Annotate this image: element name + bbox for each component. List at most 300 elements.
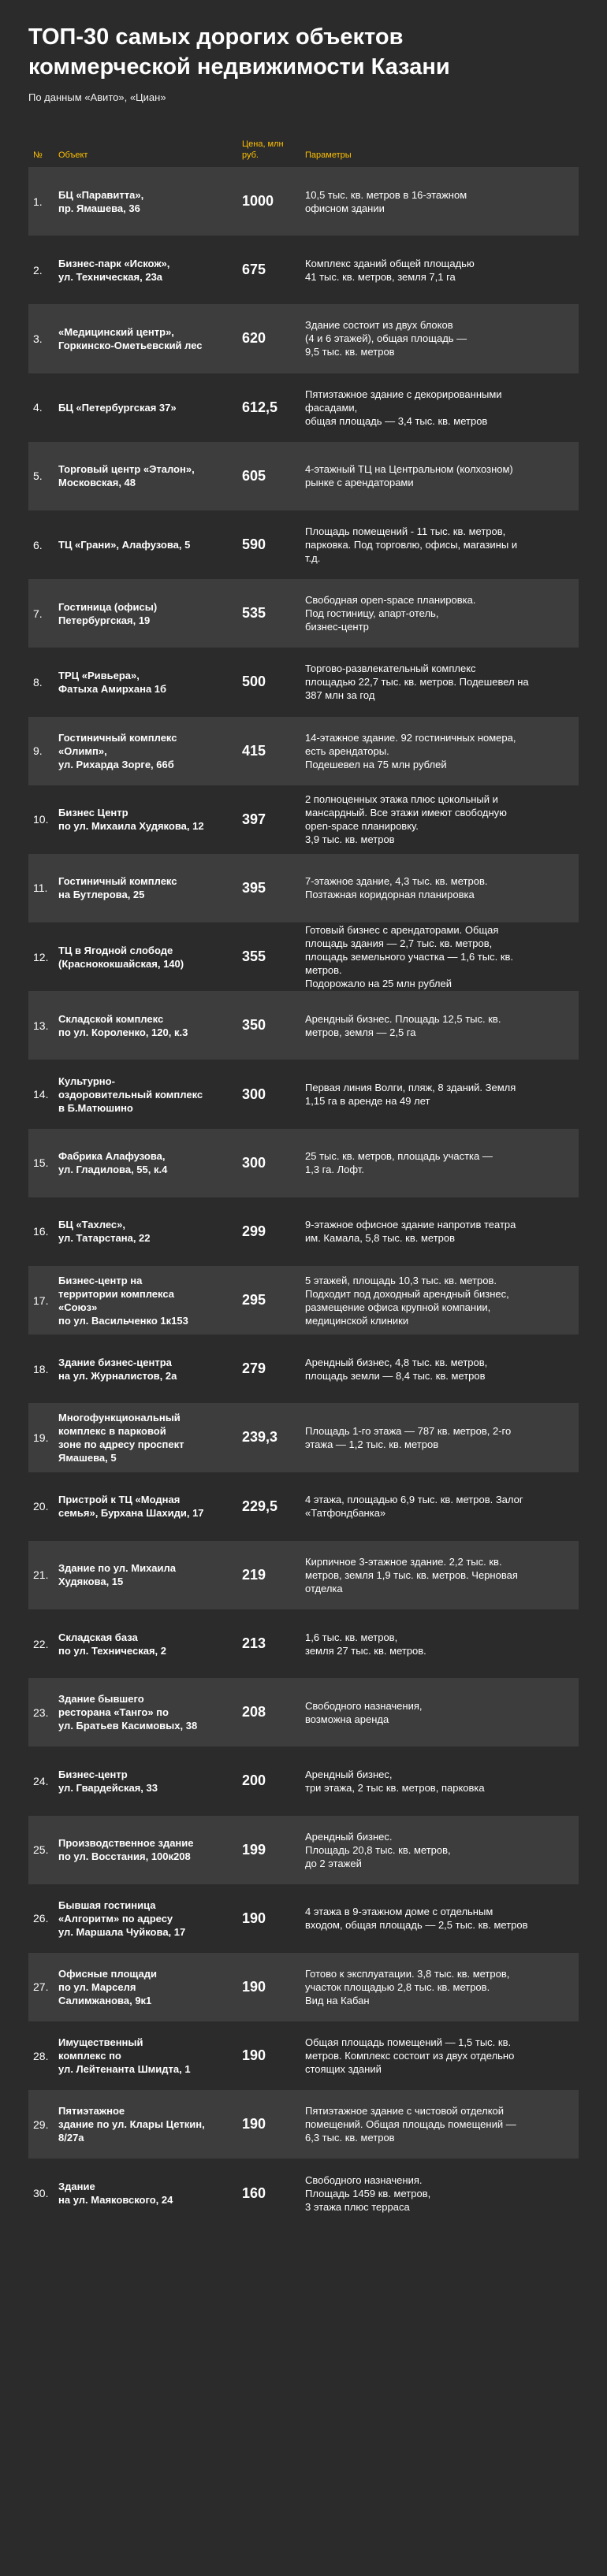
params-line: Площадь 1459 кв. метров, (305, 2187, 431, 2199)
table-row (28, 2158, 579, 2227)
object-name-line: на Бутлерова, 25 (58, 889, 145, 901)
row-price: 500 (242, 674, 266, 690)
row-object-name (58, 1836, 242, 1863)
row-price: 219 (242, 1566, 266, 1583)
object-name-line: Здание бывшего (58, 1693, 144, 1706)
row-price: 229,5 (242, 1498, 278, 1514)
row-params (305, 792, 579, 846)
row-object-name (58, 1356, 242, 1383)
row-object-name (58, 1218, 242, 1245)
row-params (305, 318, 579, 358)
row-object-name (58, 401, 242, 414)
table-row (28, 854, 579, 922)
row-number: 25. (33, 1843, 49, 1857)
object-name-line: Торговый центр «Эталон», (58, 463, 195, 476)
row-number: 28. (33, 2049, 49, 2062)
object-name-line: ТЦ в Ягодной слободе (58, 944, 173, 956)
params-line: Свободного назначения, (305, 1699, 423, 1712)
col-header-num: № (33, 150, 43, 160)
row-number: 9. (33, 744, 43, 758)
params-line: Свободная open-space планировка. (305, 594, 476, 607)
table-row (28, 785, 579, 854)
row-number: 12. (33, 950, 49, 963)
object-name-line: Складская база (58, 1631, 138, 1643)
table-row (28, 1334, 579, 1403)
row-params (305, 257, 579, 284)
row-object-name (58, 1075, 242, 1115)
table-header (28, 139, 579, 167)
row-number: 5. (33, 470, 43, 483)
params-line: Площадь 20,8 тыс. кв. метров, (305, 1843, 451, 1856)
params-line: 3 этажа плюс терраса (305, 2200, 410, 2213)
row-params (305, 1631, 579, 1657)
object-name-line: Петербургская, 19 (58, 614, 151, 626)
object-name-line: «Олимп», (58, 744, 107, 757)
object-name-line: «Алгоритм» по адресу (58, 1912, 173, 1925)
object-name-line: Гостиничный комплекс (58, 731, 177, 744)
row-object-name (58, 1493, 242, 1520)
row-params (305, 1424, 579, 1451)
object-name-line: Здание бизнес-центра (58, 1356, 172, 1368)
params-line: 1,15 га в аренде на 49 лет (305, 1095, 430, 1108)
params-line: мансардный. Все этажи имеют свободную (305, 807, 507, 819)
table-row (28, 579, 579, 648)
row-params (305, 662, 579, 702)
table-row (28, 991, 579, 1060)
source-note: По данным «Авито», «Циан» (28, 91, 166, 103)
object-name-line: БЦ «Тахлес», (58, 1219, 125, 1231)
params-line: Арендный бизнес. Площадь 12,5 тыс. кв. (305, 1012, 501, 1025)
table-row (28, 1197, 579, 1266)
object-name-line: ул. Братьев Касимовых, 38 (58, 1720, 198, 1732)
params-line: Под гостиницу, апарт-отель, (305, 607, 439, 620)
object-name-line: Культурно- (58, 1075, 115, 1087)
object-name-line: Фабрика Алафузова, (58, 1150, 166, 1163)
params-line: земля 27 тыс. кв. метров. (305, 1644, 426, 1657)
row-price: 160 (242, 2184, 266, 2201)
object-name-line: по ул. Михаила Худякова, 12 (58, 820, 204, 833)
params-line: возможна аренда (305, 1713, 389, 1725)
property-table (28, 167, 579, 2228)
row-number: 4. (33, 401, 43, 414)
row-params (305, 525, 579, 565)
row-number: 14. (33, 1088, 49, 1101)
object-name-line: Имущественный (58, 2036, 143, 2049)
params-line: Арендный бизнес. (305, 1830, 393, 1843)
row-price: 350 (242, 1017, 266, 1034)
row-number: 16. (33, 1225, 49, 1238)
params-line: 9-этажное офисное здание напротив театра (305, 1219, 516, 1231)
params-line: 2 полноценных этажа плюс цокольный и (305, 793, 498, 806)
row-number: 30. (33, 2187, 49, 2200)
object-name-line: БЦ «Петербургская 37» (58, 401, 177, 414)
params-line: 41 тыс. кв. метров, земля 7,1 га (305, 270, 456, 283)
row-object-name (58, 806, 242, 833)
row-number: 27. (33, 1980, 49, 1994)
object-name-line: Худякова, 15 (58, 1576, 124, 1588)
col-header-params: Параметры (305, 150, 352, 160)
row-object-name (58, 325, 242, 352)
row-object-name (58, 2180, 242, 2207)
row-params (305, 1967, 579, 2007)
params-line: Здание состоит из двух блоков (305, 319, 453, 332)
row-price: 300 (242, 1154, 266, 1171)
params-line: площадь земли — 8,4 тыс. кв. метров (305, 1369, 486, 1382)
object-name-line: Ямашева, 5 (58, 1451, 117, 1464)
row-params (305, 1274, 579, 1327)
row-object-name (58, 944, 242, 971)
table-row (28, 236, 579, 304)
object-name-line: по ул. Восстания, 100к208 (58, 1850, 191, 1863)
table-row (28, 167, 579, 236)
params-line: фасадами, (305, 401, 358, 414)
object-name-line: Бизнес-центр (58, 1768, 128, 1780)
row-params (305, 1699, 579, 1726)
row-object-name (58, 1012, 242, 1039)
table-row (28, 2090, 579, 2158)
row-object-name (58, 188, 242, 215)
object-name-line: ул. Гладилова, 55, к.4 (58, 1164, 168, 1176)
page-title: ТОП-30 самых дорогих объектов коммерческой недвижимости Казани (28, 24, 450, 80)
object-name-line: Здание (58, 2181, 95, 2193)
object-name-line: Бизнес Центр (58, 807, 128, 819)
object-name-line: БЦ «Паравитта», (58, 188, 144, 201)
row-object-name (58, 1768, 242, 1795)
row-price: 620 (242, 330, 266, 347)
table-row (28, 442, 579, 510)
row-price: 415 (242, 742, 266, 759)
params-line: есть арендаторы. (305, 744, 389, 757)
row-params (305, 2173, 579, 2214)
object-name-line: Пятиэтажное (58, 2105, 125, 2118)
row-number: 24. (33, 1774, 49, 1787)
params-line: open-space планировку. (305, 820, 419, 833)
row-number: 8. (33, 675, 43, 689)
row-params (305, 1012, 579, 1039)
table-row (28, 1266, 579, 1334)
object-name-line: Салимжанова, 9к1 (58, 1994, 152, 2006)
object-name-line: Бизнес-центр на (58, 1274, 143, 1286)
row-params (305, 1149, 579, 1176)
row-object-name (58, 1899, 242, 1939)
params-line: Первая линия Волги, пляж, 8 зданий. Земля (305, 1082, 516, 1094)
table-row (28, 510, 579, 579)
params-line: 4 этажа в 9-этажном доме с отдельным (305, 1906, 493, 1918)
table-row (28, 373, 579, 442)
row-params (305, 1493, 579, 1520)
row-object-name (58, 1631, 242, 1657)
object-name-line: оздоровительный комплекс (58, 1088, 203, 1101)
params-line: им. Камала, 5,8 тыс. кв. метров (305, 1232, 456, 1245)
object-name-line: по ул. Васильченко 1к153 (58, 1314, 188, 1327)
row-params (305, 923, 579, 990)
row-number: 18. (33, 1362, 49, 1375)
object-name-line: ТЦ «Грани», Алафузова, 5 (58, 539, 191, 551)
row-params (305, 1555, 579, 1595)
row-price: 213 (242, 1635, 266, 1652)
object-name-line: Офисные площади (58, 1967, 157, 1980)
row-price: 300 (242, 1086, 266, 1102)
row-params (305, 462, 579, 489)
object-name-line: ул. Рихарда Зорге, 66б (58, 758, 174, 770)
object-name-line: ул. Техническая, 23а (58, 270, 163, 283)
object-name-line: ТРЦ «Ривьера», (58, 669, 140, 681)
row-number: 1. (33, 195, 43, 208)
object-name-line: по ул. Марселя (58, 1980, 136, 1993)
row-params (305, 1905, 579, 1932)
row-price: 355 (242, 948, 266, 965)
table-row (28, 922, 579, 991)
object-name-line: Бывшая гостиница (58, 1899, 156, 1911)
params-line: до 2 этажей (305, 1857, 362, 1869)
params-line: 25 тыс. кв. метров, площадь участка — (305, 1150, 493, 1163)
object-name-line: зоне по адресу проспект (58, 1438, 184, 1450)
row-price: 199 (242, 1841, 266, 1858)
params-line: метров. Комплекс состоит из двух отдельно (305, 2050, 515, 2062)
table-row (28, 1816, 579, 1884)
params-line: площадь земельного участка — 1,6 тыс. кв. (305, 951, 514, 963)
params-line: размещение офиса крупной компании, (305, 1301, 491, 1313)
params-line: 3,9 тыс. кв. метров (305, 833, 395, 846)
row-number: 15. (33, 1156, 49, 1170)
params-line: три этажа, 2 тыс кв. метров, парковка (305, 1781, 485, 1794)
params-line: Общая площадь помещений — 1,5 тыс. кв. (305, 2036, 512, 2049)
row-number: 29. (33, 2118, 49, 2131)
object-name-line: Фатыха Амирхана 1б (58, 682, 167, 695)
row-object-name (58, 1411, 242, 1464)
object-name-line: 8/27а (58, 2132, 84, 2144)
table-row (28, 1472, 579, 1541)
object-name-line: пр. Ямашева, 36 (58, 202, 140, 214)
row-price: 279 (242, 1360, 266, 1377)
object-name-line: в Б.Матюшино (58, 1101, 133, 1114)
object-name-line: ул. Маршала Чуйкова, 17 (58, 1925, 186, 1938)
object-name-line: комплекс по (58, 2050, 121, 2062)
row-price: 295 (242, 1292, 266, 1308)
object-name-line: территории комплекса (58, 1287, 174, 1300)
table-row (28, 1884, 579, 1953)
params-line: Подорожало на 25 млн рублей (305, 978, 452, 990)
object-name-line: Здание по ул. Михаила (58, 1562, 177, 1575)
params-line: Готовый бизнес с арендаторами. Общая (305, 924, 499, 937)
params-line: 4-этажный ТЦ на Центральном (колхозном) (305, 463, 513, 476)
object-name-line: ул. Гвардейская, 33 (58, 1781, 158, 1794)
params-line: Пятиэтажное здание с декорированными (305, 388, 502, 400)
row-params (305, 2036, 579, 2076)
params-line: стоящих зданий (305, 2063, 382, 2076)
params-line: т.д. (305, 552, 321, 565)
object-name-line: по ул. Короленко, 120, к.3 (58, 1026, 188, 1038)
row-params (305, 188, 579, 215)
object-name-line: здание по ул. Клары Цеткин, (58, 2118, 205, 2131)
row-number: 11. (33, 882, 48, 895)
row-number: 10. (33, 813, 49, 826)
row-number: 3. (33, 332, 43, 345)
params-line: Арендный бизнес, (305, 1768, 393, 1780)
object-name-line: (Краснококшайская, 140) (58, 957, 184, 970)
object-name-line: «Медицинский центр», (58, 325, 174, 338)
params-line: 7-этажное здание, 4,3 тыс. кв. метров. (305, 875, 488, 888)
row-object-name (58, 2036, 242, 2076)
params-line: Свободного назначения. (305, 2173, 423, 2186)
object-name-line: Складской комплекс (58, 1012, 164, 1025)
params-line: входом, общая площадь — 2,5 тыс. кв. метров (305, 1919, 528, 1932)
row-price: 1000 (242, 193, 274, 210)
params-line: этажа — 1,2 тыс. кв. метров (305, 1438, 439, 1450)
row-object-name (58, 257, 242, 284)
row-price: 190 (242, 2047, 266, 2064)
object-name-line: на ул. Маяковского, 24 (58, 2194, 173, 2207)
params-line: 6,3 тыс. кв. метров (305, 2132, 395, 2144)
row-price: 535 (242, 605, 266, 622)
row-params (305, 1830, 579, 1870)
params-line: Торгово-развлекательный комплекс (305, 663, 476, 675)
object-name-line: «Союз» (58, 1301, 98, 1313)
row-params (305, 1768, 579, 1795)
params-line: (4 и 6 этажей), общая площадь — (305, 332, 467, 345)
table-row (28, 1403, 579, 1472)
row-number: 21. (33, 1568, 49, 1582)
col-header-object: Объект (58, 150, 88, 160)
params-line: 1,6 тыс. кв. метров, (305, 1631, 398, 1643)
row-number: 13. (33, 1019, 49, 1032)
params-line: 5 этажей, площадь 10,3 тыс. кв. метров. (305, 1274, 497, 1286)
params-line: Вид на Кабан (305, 1994, 370, 2006)
row-price: 190 (242, 2116, 266, 2132)
row-object-name (58, 669, 242, 696)
object-name-line: Пристрой к ТЦ «Модная (58, 1494, 181, 1506)
row-number: 26. (33, 1912, 49, 1925)
row-number: 17. (33, 1294, 49, 1307)
table-row (28, 717, 579, 785)
params-line: Готово к эксплуатации. 3,8 тыс. кв. метров, (305, 1967, 510, 1980)
params-line: площадью 22,7 тыс. кв. метров. Подешевел на (305, 676, 529, 689)
table-row (28, 648, 579, 716)
row-object-name (58, 462, 242, 489)
row-params (305, 1218, 579, 1245)
params-line: 14-этажное здание. 92 гостиничных номера, (305, 731, 516, 744)
object-name-line: Многофункциональный (58, 1411, 181, 1423)
table-row (28, 2021, 579, 2090)
table-row (28, 1678, 579, 1746)
row-object-name (58, 538, 242, 551)
row-number: 2. (33, 263, 43, 277)
row-object-name (58, 874, 242, 901)
params-line: парковка. Под торговлю, офисы, магазины и (305, 539, 518, 551)
params-line: Позтажная коридорная планировка (305, 889, 475, 901)
params-line: «Татфондбанка» (305, 1507, 386, 1520)
table-row (28, 304, 579, 373)
object-name-line: Гостиничный комплекс (58, 875, 177, 888)
params-line: общая площадь — 3,4 тыс. кв. метров (305, 414, 488, 427)
row-price: 200 (242, 1772, 266, 1789)
object-name-line: на ул. Журналистов, 2а (58, 1369, 177, 1382)
table-row (28, 1609, 579, 1678)
params-line: участок площадью 2,8 тыс. кв. метров. (305, 1980, 490, 1993)
row-price: 239,3 (242, 1429, 278, 1446)
row-params (305, 1356, 579, 1383)
row-params (305, 2104, 579, 2144)
params-line: отделка (305, 1582, 343, 1594)
params-line: 10,5 тыс. кв. метров в 16-этажном (305, 188, 467, 201)
params-line: площадь здания — 2,7 тыс. кв. метров, (305, 937, 493, 950)
object-name-line: ул. Лейтенанта Шмидта, 1 (58, 2063, 191, 2076)
table-row (28, 1060, 579, 1128)
row-price: 208 (242, 1704, 266, 1720)
row-price: 190 (242, 1978, 266, 1995)
table-row (28, 1129, 579, 1197)
row-object-name (58, 731, 242, 771)
params-line: Подходит под доходный арендный бизнес, (305, 1287, 509, 1300)
row-params (305, 593, 579, 633)
row-number: 19. (33, 1431, 49, 1444)
params-line: 387 млн за год (305, 689, 375, 702)
row-price: 675 (242, 262, 266, 278)
object-name-line: Горкинско-Ометьевский лес (58, 339, 203, 351)
row-object-name (58, 1561, 242, 1588)
col-header-price: Цена, млн руб. (242, 139, 284, 160)
row-params (305, 1081, 579, 1108)
params-line: офисном здании (305, 202, 385, 214)
row-number: 23. (33, 1706, 49, 1719)
object-name-line: Московская, 48 (58, 477, 136, 489)
params-line: помещений. Общая площадь помещений — (305, 2118, 516, 2131)
params-line: рынке с арендаторами (305, 477, 414, 489)
params-line: 1,3 га. Лофт. (305, 1164, 364, 1176)
row-price: 299 (242, 1223, 266, 1239)
object-name-line: семья», Бурхана Шахиди, 17 (58, 1507, 204, 1520)
params-line: Площадь 1-го этажа — 787 кв. метров, 2-го (305, 1424, 512, 1437)
object-name-line: по ул. Техническая, 2 (58, 1644, 166, 1657)
row-price: 590 (242, 536, 266, 553)
params-line: Кирпичное 3-этажное здание. 2,2 тыс. кв. (305, 1555, 502, 1568)
params-line: Арендный бизнес, 4,8 тыс. кв. метров, (305, 1356, 488, 1368)
row-params (305, 731, 579, 771)
row-object-name (58, 1274, 242, 1327)
row-price: 395 (242, 879, 266, 896)
row-price: 612,5 (242, 399, 278, 415)
object-name-line: ул. Татарстана, 22 (58, 1232, 151, 1245)
row-number: 6. (33, 538, 43, 551)
row-object-name (58, 1967, 242, 2007)
row-number: 7. (33, 607, 43, 620)
row-price: 190 (242, 1910, 266, 1926)
params-line: бизнес-центр (305, 621, 369, 633)
object-name-line: ресторана «Танго» по (58, 1706, 169, 1719)
table-row (28, 1541, 579, 1609)
row-object-name (58, 1149, 242, 1176)
params-line: 9,5 тыс. кв. метров (305, 346, 395, 358)
row-number: 20. (33, 1500, 49, 1513)
row-object-name (58, 2104, 242, 2144)
object-name-line: комплекс в парковой (58, 1424, 166, 1437)
params-line: метров, земля — 2,5 га (305, 1026, 416, 1038)
row-object-name (58, 600, 242, 627)
params-line: Комплекс зданий общей площадью (305, 257, 475, 269)
row-price: 605 (242, 467, 266, 484)
row-price: 397 (242, 811, 266, 827)
params-line: Пятиэтажное здание с чистовой отделкой (305, 2105, 505, 2118)
params-line: Площадь помещений - 11 тыс. кв. метров, (305, 525, 506, 538)
row-params (305, 874, 579, 901)
params-line: метров. (305, 964, 342, 977)
row-number: 22. (33, 1637, 49, 1650)
object-name-line: Бизнес-парк «Искож», (58, 257, 170, 269)
object-name-line: Производственное здание (58, 1837, 194, 1850)
row-params (305, 388, 579, 428)
params-line: Подешевел на 75 млн рублей (305, 758, 447, 770)
params-line: метров, земля 1,9 тыс. кв. метров. Черновая (305, 1568, 518, 1581)
